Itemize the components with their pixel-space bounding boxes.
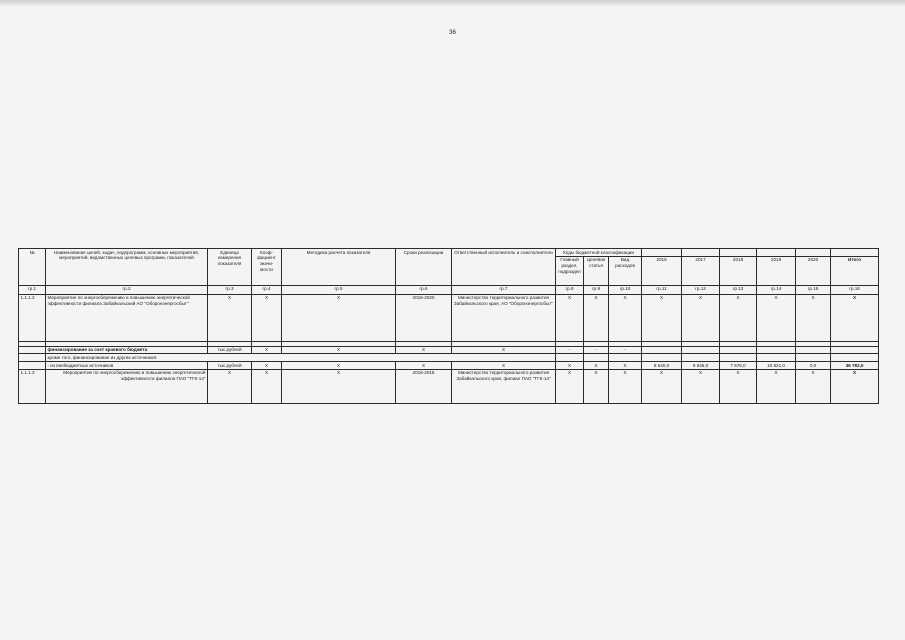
row-2019: 10 821,0 [757, 362, 796, 370]
row-number: 1.1.1.2 [19, 294, 46, 341]
table-row [19, 346, 879, 354]
row-target: - [584, 346, 609, 354]
header-year-2016: 2016 [642, 256, 682, 285]
row-target: Х [584, 294, 609, 341]
row-total: Х [831, 369, 879, 403]
group-number: гр.1 [19, 285, 46, 294]
table-row [19, 354, 879, 362]
header-blank [831, 249, 879, 257]
row-method: Х [282, 346, 396, 354]
header-unit: Единица измерения показателя [208, 249, 252, 286]
header-method: Методика расчета показателя [282, 249, 396, 286]
empty-cell [556, 354, 584, 362]
empty-cell [642, 354, 682, 362]
row-section: Х [556, 369, 584, 403]
empty-cell [19, 354, 46, 362]
group-number: гр.7 [452, 285, 556, 294]
header-terms: Сроки реализации [396, 249, 452, 286]
group-number: гр.13 [720, 285, 757, 294]
group-number: гр.8 [556, 285, 584, 294]
header-coef: Коэф-фициент значи-мости [252, 249, 282, 286]
row-method: Х [282, 294, 396, 341]
row-responsible: Министерство территориального развития Забайкальского края, АО "Оборонэнергосбыт" [452, 294, 556, 341]
empty-cell [19, 346, 46, 354]
row-2017: Х [682, 369, 720, 403]
row-name: кроме того, финансирование из других источников: [46, 354, 556, 362]
group-number: гр.16 [831, 285, 879, 294]
group-number: гр.12 [682, 285, 720, 294]
row-expense: - [609, 346, 642, 354]
row-responsible: Х [452, 362, 556, 370]
row-2020: Х [796, 369, 831, 403]
row-terms: Х [396, 346, 452, 354]
page-number: 36 [449, 30, 456, 36]
group-number: гр.15 [796, 285, 831, 294]
empty-cell [720, 354, 757, 362]
row-responsible: Х [452, 346, 556, 354]
empty-cell [682, 346, 720, 354]
row-section: - [556, 346, 584, 354]
row-2019: Х [757, 369, 796, 403]
table-row [19, 369, 879, 403]
row-2019: Х [757, 294, 796, 341]
row-total: Х [831, 294, 879, 341]
group-number: гр.5 [282, 285, 396, 294]
row-coef: Х [252, 294, 282, 341]
row-expense: Х [609, 294, 642, 341]
row-expense: Х [609, 369, 642, 403]
row-2020: 0,0 [796, 362, 831, 370]
table-row [19, 362, 879, 370]
empty-cell [831, 354, 879, 362]
header-year-2018: 2018 [720, 256, 757, 285]
row-2017: 9 845,0 [682, 362, 720, 370]
row-unit: Х [208, 294, 252, 341]
row-number: 1.1.1.3 [19, 369, 46, 403]
group-number: гр.3 [208, 285, 252, 294]
row-unit: тыс.рублей [208, 346, 252, 354]
row-terms: Х [396, 362, 452, 370]
header-blank [642, 249, 682, 257]
row-2020: Х [796, 294, 831, 341]
row-name: - из внебюджетных источников [46, 362, 208, 370]
empty-cell [757, 354, 796, 362]
empty-cell [642, 346, 682, 354]
header-year-2019: 2019 [757, 256, 796, 285]
empty-cell [609, 354, 642, 362]
group-number: гр.4 [252, 285, 282, 294]
row-unit: тыс.рублей [208, 362, 252, 370]
empty-cell [19, 362, 46, 370]
row-coef: Х [252, 369, 282, 403]
header-section: Главный раздел, подраздел [556, 256, 584, 285]
row-coef: Х [252, 346, 282, 354]
group-number: гр.9 [584, 285, 609, 294]
row-2016: 8 540,0 [642, 362, 682, 370]
header-responsible: Ответственный исполнитель и соисполнители [452, 249, 556, 286]
row-2018: 7 576,0 [720, 362, 757, 370]
group-number: гр.2 [46, 285, 208, 294]
empty-cell [796, 354, 831, 362]
empty-cell [584, 354, 609, 362]
header-blank [720, 249, 757, 257]
empty-cell [682, 354, 720, 362]
header-year-2020: 2020 [796, 256, 831, 285]
group-number: гр.14 [757, 285, 796, 294]
row-terms: 2016-2018 [396, 369, 452, 403]
row-coef: Х [252, 362, 282, 370]
empty-cell [831, 346, 879, 354]
row-section: Х [556, 362, 584, 370]
header-blank [682, 249, 720, 257]
table-row [19, 294, 879, 341]
budget-table [18, 248, 879, 404]
row-name: Мероприятие по энергосбережению и повышению энергетической эффективности филиала ПАО "ТГК-14" [46, 369, 208, 403]
row-2017: Х [682, 294, 720, 341]
empty-cell [796, 346, 831, 354]
group-number: гр.11 [642, 285, 682, 294]
row-2016: Х [642, 369, 682, 403]
header-num: № [19, 249, 46, 286]
group-number: гр.6 [396, 285, 452, 294]
empty-cell [720, 346, 757, 354]
header-year-2017: 2017 [682, 256, 720, 285]
row-2018: Х [720, 294, 757, 341]
header-budget-codes: Коды бюджетной классификации [556, 249, 642, 257]
row-unit: Х [208, 369, 252, 403]
header-name: Наименование целей, задач, подпрограмм, основных мероприятий, мероприятий, ведомственных целевых программ, показателей [46, 249, 208, 286]
row-expense: Х [609, 362, 642, 370]
row-target: Х [584, 369, 609, 403]
row-2018: Х [720, 369, 757, 403]
row-section: Х [556, 294, 584, 341]
group-number-row [19, 285, 879, 294]
row-name: финансирование за счет краевого бюджета [46, 346, 208, 354]
row-method: Х [282, 362, 396, 370]
scan-edge [0, 0, 905, 7]
group-number: гр.10 [609, 285, 642, 294]
header-expense: Вид расходов [609, 256, 642, 285]
header-target: Целевая статья [584, 256, 609, 285]
row-name: Мероприятие по энергосбережению и повышению энергетической эффективности филиала Забайкальский АО "Оборонэнергосбыт" [46, 294, 208, 341]
header-row-1 [19, 249, 879, 257]
row-responsible: Министерство территориального развития Забайкальского края, филиал ПАО "ТГК-14" [452, 369, 556, 403]
row-total: 36 782,0 [831, 362, 879, 370]
row-terms: 2016-2020 [396, 294, 452, 341]
header-blank [796, 249, 831, 257]
row-method: Х [282, 369, 396, 403]
row-target: Х [584, 362, 609, 370]
header-blank [757, 249, 796, 257]
empty-cell [757, 346, 796, 354]
header-total: Итого [831, 256, 879, 285]
row-2016: Х [642, 294, 682, 341]
